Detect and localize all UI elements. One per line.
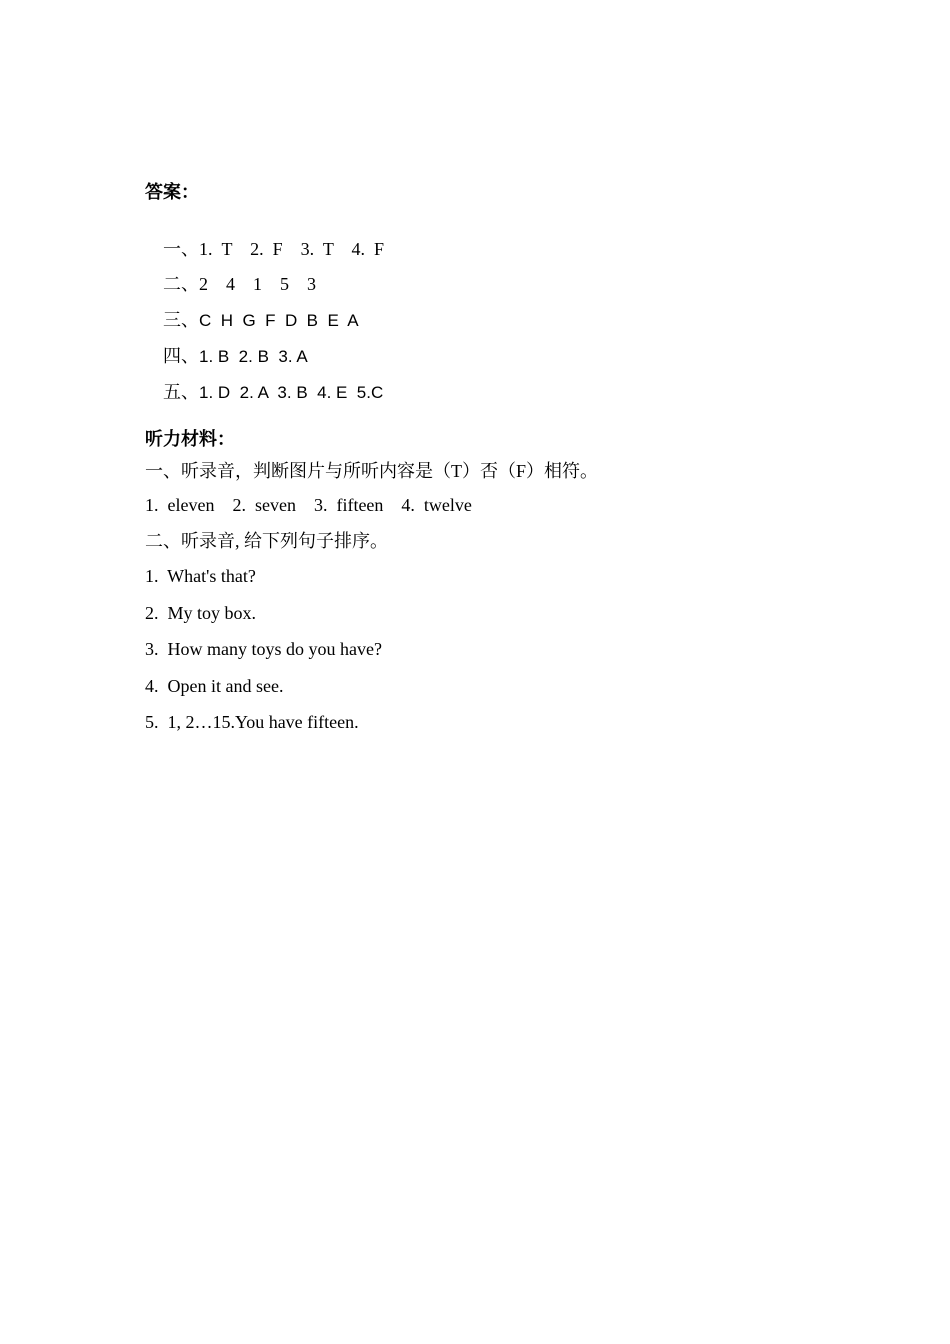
answer-text: 1. B 2. B 3. A xyxy=(199,347,308,366)
listening-section-2-title: 二、听录音, 给下列句子排序。 xyxy=(145,531,388,551)
answer-prefix: 二、 xyxy=(163,274,199,295)
answer-prefix: 三、 xyxy=(163,310,199,331)
answer-prefix: 一、 xyxy=(163,239,199,260)
listening-section-1-items: 1. eleven 2. seven 3. fifteen 4. twelve xyxy=(145,495,472,515)
answer-prefix: 四、 xyxy=(163,346,199,367)
listening-sentence-4: 4. Open it and see. xyxy=(145,676,284,696)
listening-section-1-title: 一、听录音，判断图片与所听内容是（T）否（F）相符。 xyxy=(145,461,599,481)
answer-text: 1. T 2. F 3. T 4. F xyxy=(199,239,385,259)
answer-text: 1. D 2. A 3. B 4. E 5.C xyxy=(199,383,384,402)
answers-heading: 答案： xyxy=(145,182,199,202)
answer-prefix: 五、 xyxy=(163,382,199,403)
answer-line-5 xyxy=(145,359,383,426)
listening-sentence-1: 1. What's that? xyxy=(145,566,256,586)
answer-text: C H G F D B E A xyxy=(199,311,359,330)
listening-sentence-5: 5. 1, 2…15.You have fifteen. xyxy=(145,712,359,732)
listening-sentence-2: 2. My toy box. xyxy=(145,603,257,623)
listening-sentence-3: 3. How many toys do you have? xyxy=(145,639,382,659)
listening-heading: 听力材料： xyxy=(145,429,235,449)
answer-text: 2 4 1 5 3 xyxy=(199,274,316,294)
